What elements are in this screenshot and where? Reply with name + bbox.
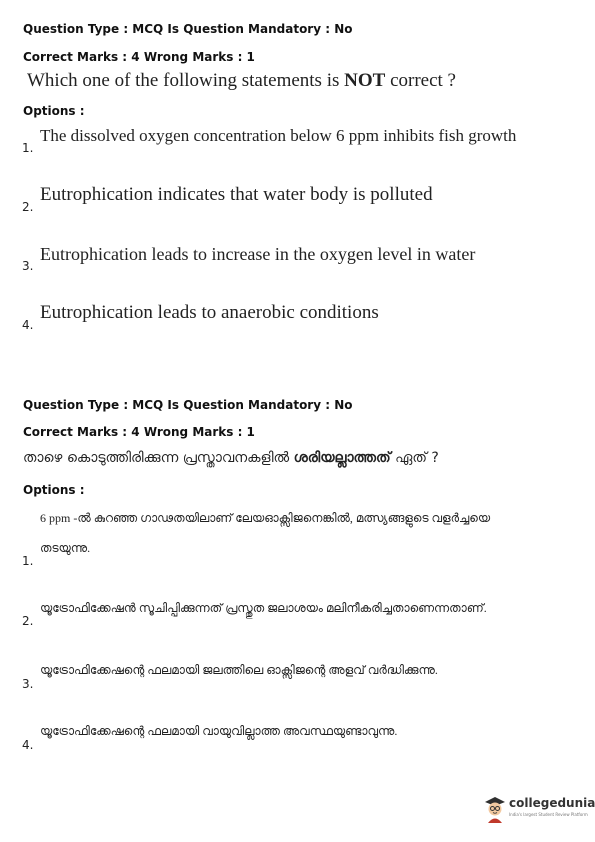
q1-question-type: Question Type : MCQ Is Question Mandatory : No — [23, 22, 353, 36]
option-number: 3. — [22, 259, 34, 273]
q1-question-text — [27, 70, 456, 92]
q2-question-text — [23, 450, 439, 466]
logo-tagline: India's largest Student Review Platform — [509, 812, 588, 817]
option-number: 4. — [22, 318, 34, 332]
logo-name: collegedunia — [509, 796, 595, 810]
option-number: 1. — [22, 141, 34, 155]
q2-question-type: Question Type : MCQ Is Question Mandatory : No — [23, 398, 353, 412]
collegedunia-logo — [483, 793, 595, 825]
option-number: 2. — [22, 200, 34, 214]
option-text-line1: 6 ppm -ൽ കുറഞ്ഞ ഗാഢതയിലാണ് ലേയഓക്സിജനെങ്കിൽ, മത്സ്യങ്ങളുടെ വളർച്ചയെ — [40, 511, 491, 525]
option-number: 3. — [22, 677, 34, 691]
option-text-line2: തടയുന്നു. — [40, 541, 91, 555]
option-number: 4. — [22, 738, 34, 752]
q2-question-text-part2: ഏത് ? — [390, 450, 439, 466]
q1-question-emphasis: NOT — [344, 70, 386, 91]
option-text: The dissolved oxygen concentration below 6 ppm inhibits fish growth — [40, 126, 517, 145]
option-text: Eutrophication indicates that water body is polluted — [40, 184, 433, 205]
q1-question-text-part2: correct ? — [385, 70, 456, 91]
option-text: യൂട്രോഫിക്കേഷൻ സൂചിപ്പിക്കുന്നത് പ്രസ്തുത ജലാശയം മലിനീകരിച്ചതാണെന്നതാണ്. — [40, 601, 487, 615]
student-mascot-icon — [483, 794, 507, 824]
q1-options-label: Options : — [23, 104, 85, 118]
q2-question-emphasis: ശരിയല്ലാത്തത് — [293, 450, 391, 466]
option-text: Eutrophication leads to anaerobic conditions — [40, 302, 379, 323]
option-text: Eutrophication leads to increase in the oxygen level in water — [40, 244, 476, 264]
option-number: 1. — [22, 554, 34, 568]
option-number: 2. — [22, 614, 34, 628]
q2-question-text-part1: താഴെ കൊടുത്തിരിക്കുന്ന പ്രസ്താവനകളിൽ — [23, 450, 294, 466]
option-text: യൂട്രോഫിക്കേഷന്റെ ഫലമായി വായുവില്ലാത്ത അവസ്ഥയുണ്ടാവുന്നു. — [40, 724, 398, 738]
option-text: യൂട്രോഫിക്കേഷന്റെ ഫലമായി ജലത്തിലെ ഓക്സിജന്റെ അളവ് വർദ്ധിക്കുന്നു. — [40, 663, 438, 677]
q1-question-text-part1: Which one of the following statements is — [27, 70, 345, 91]
q2-marks: Correct Marks : 4 Wrong Marks : 1 — [23, 425, 255, 439]
q1-marks: Correct Marks : 4 Wrong Marks : 1 — [23, 50, 255, 64]
q2-options-label: Options : — [23, 483, 85, 497]
